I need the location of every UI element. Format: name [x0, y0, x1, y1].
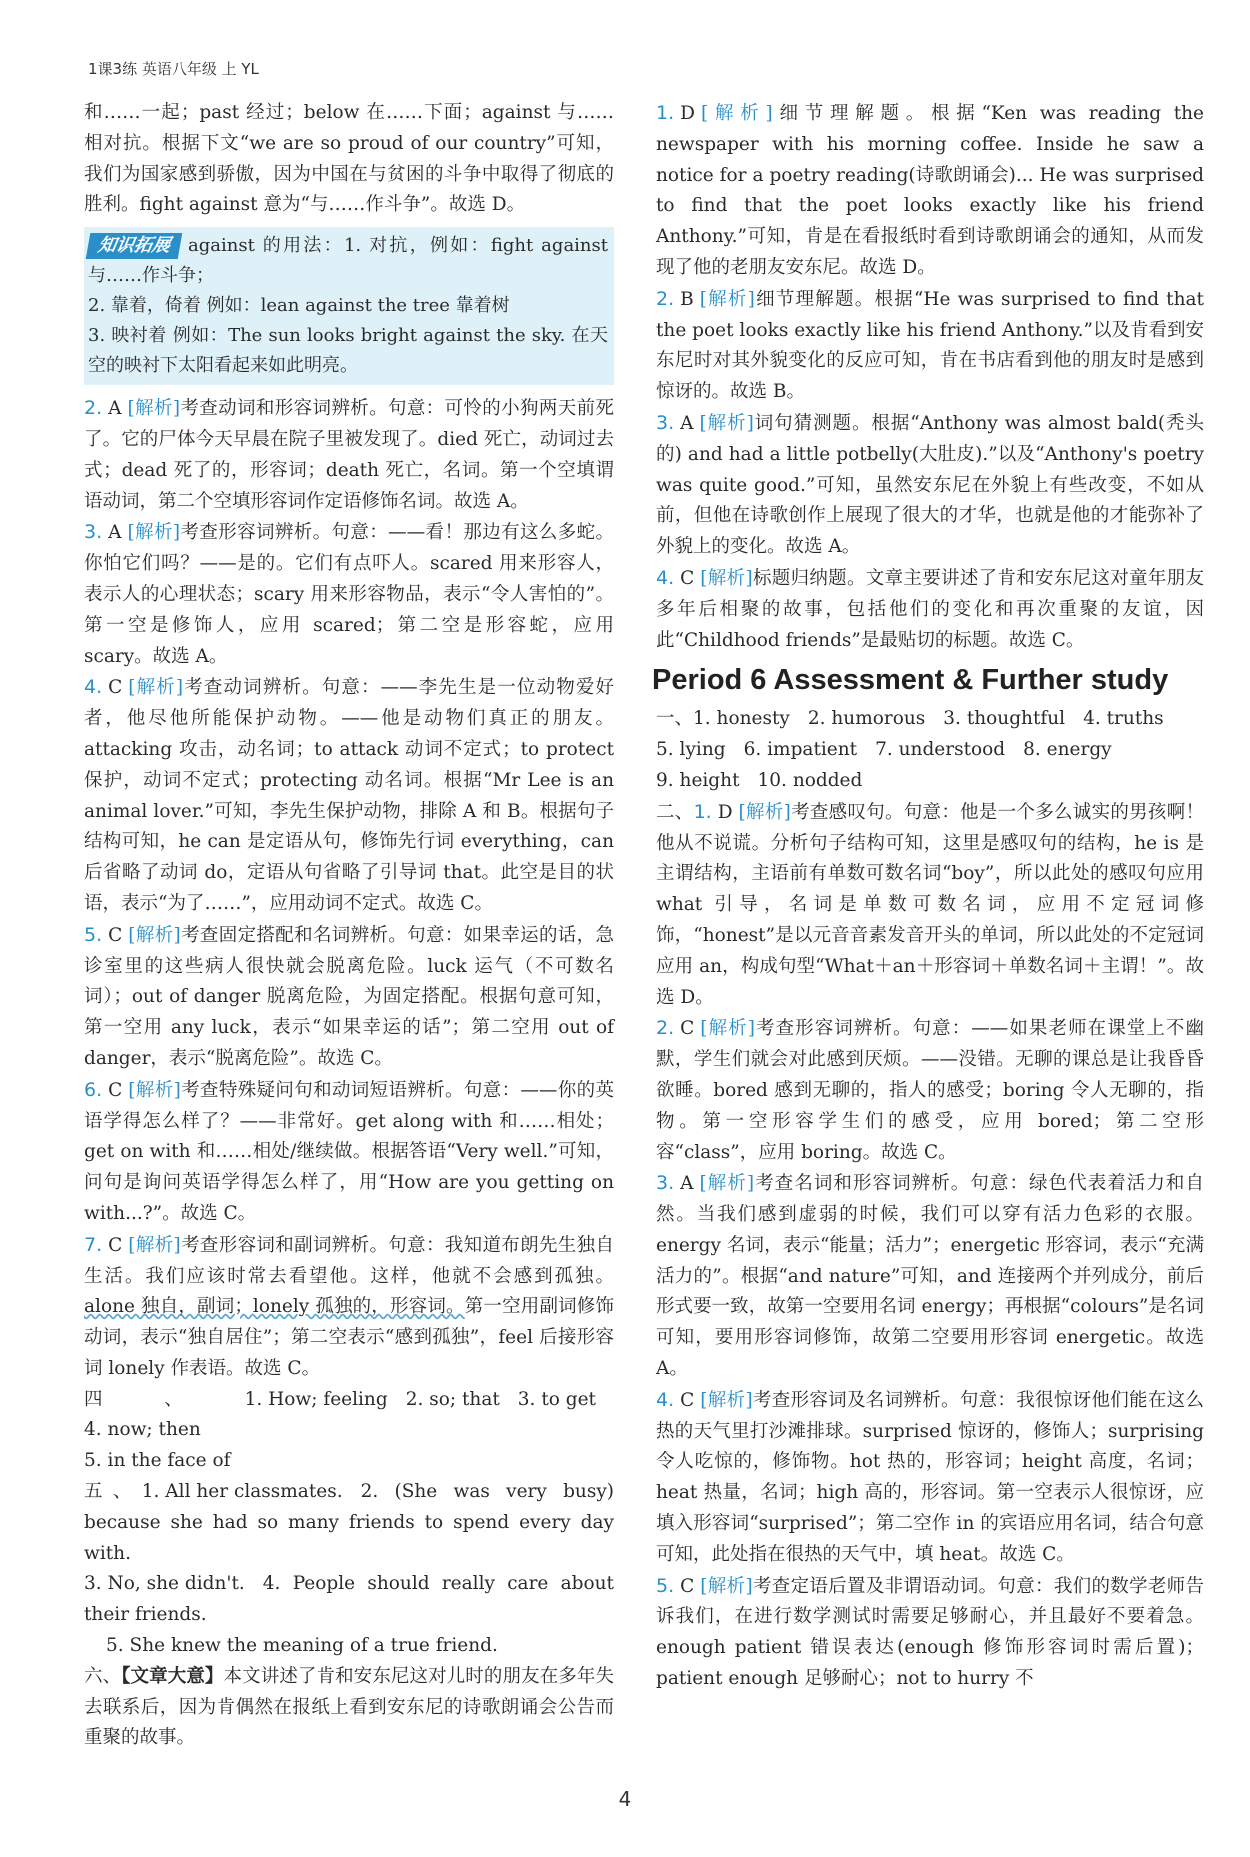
fill-answer: 4. truths: [1083, 708, 1164, 730]
right-column: [652, 98, 1204, 1695]
item-answer: B: [680, 288, 694, 310]
item-number: 2.: [656, 1017, 675, 1040]
period-title: Period 6 Assessment & Further study: [652, 664, 1169, 697]
answer-item: 3. A [解析]词句猜测题。根据“Anthony was almost bald(秃头的) and had a little potbelly(大肚皮).”以及“Anthony's poetry was quite good.”可知，虽然安东尼在外貌上有些改变，不如从前，但他在诗歌创作上展现了很大的才华，也就是他的才能弥补了外貌上的变化。故选 A。: [656, 411, 1204, 558]
intro-paragraph: 和……一起；past 经过；below 在……下面；against 与……相对抗。根据下文“we are so proud of our country”可知，我们为国家感到骄傲，因为中国在与贫困的斗争中取得了彻底的胜利。fight against 意为“与……作斗争”。故选 D。: [84, 102, 614, 216]
knowledge-box: [84, 227, 614, 385]
analysis-tag: 解析: [706, 1173, 747, 1195]
analysis-tag: 解析: [707, 1575, 746, 1597]
item-text: 词句猜测题。根据“Anthony was almost bald(秃头的) and had a little potbelly(大肚皮).”以及“Anthony's poetry was quite good.”可知，虽然安东尼在外貌上有些改变，不如从前，但他在诗歌创作上展现了很大的才华，也就是他的才能弥补了外貌上的变化。故选 A。: [656, 412, 1204, 558]
item-text: 考查形容词辨析。句意：——如果老师在课堂上不幽默，学生们就会对此感到厌烦。——没错。无聊的课总是让我昏昏欲睡。bored 感到无聊的，指人的感受；boring 令人无聊的，指物。第一空形容学生们的感受，应用 bored；第二空形容“class”，应用 boring。故选 C。: [656, 1018, 1204, 1163]
fill-answer: 2. so; that: [405, 1388, 500, 1410]
analysis-tag: 解析: [745, 801, 784, 823]
short-answer: 1. All her classmates.: [141, 1481, 343, 1503]
short-answer: 2. (She was very busy) because she had so many friends to spend every day with.: [84, 1481, 614, 1564]
analysis-tag: 解析: [707, 1389, 746, 1411]
answer-item: 4. C [解析]标题归纳题。文章主要讲述了肯和安东尼这对童年朋友多年后相聚的故事，包括他们的变化和再次重聚的友谊，因此“Childhood friends”是最贴切的标题。故选 C。: [656, 566, 1204, 651]
page-number: 4: [618, 1787, 632, 1811]
knowledge-line-2: 2. 靠着，倚着 例如：lean against the tree 靠着树: [88, 295, 510, 317]
item-answer: C: [680, 1575, 695, 1597]
item-number: 3.: [84, 521, 103, 544]
fill-answer: 1. honesty: [693, 708, 790, 730]
answer-item: 2. A [解析]考查动词和形容词辨析。句意：可怜的小狗两天前死了。它的尸体今天早晨在院子里被发现了。died 死亡，动词过去式；dead 死了的，形容词；death 死亡，名词。第一个空填谓语动词，第二个空填形容词作定语修饰名词。故选 A。: [84, 397, 614, 512]
item-text: 考查固定搭配和名词辨析。句意：如果幸运的话，急诊室里的这些病人很快就会脱离危险。luck 运气（不可数名词）；out of danger 脱离危险，为固定搭配。根据句意可知，第一空用 any luck，表示“如果幸运的话”；第二空用 out of danger，表示“脱离危险”。故选 C。: [84, 924, 614, 1069]
item-text: 考查动词和形容词辨析。句意：可怜的小狗两天前死了。它的尸体今天早晨在院子里被发现了。died 死亡，动词过去式；dead 死了的，形容词；death 死亡，名词。第一个空填谓语动词，第二个空填形容词作定语修饰名词。故选 A。: [84, 398, 614, 512]
fill-answer: 3. thoughtful: [943, 708, 1066, 730]
short-answer: 5. She knew the meaning of a true friend.: [106, 1635, 498, 1657]
item-text: 考查定语后置及非谓语动词。句意：我们的数学老师告诉我们，在进行数学测试时需要足够耐心，并且最好不要着急。enough patient 错误表达(enough 修饰形容词时需后置)；patient enough 足够耐心；not to hurry 不: [656, 1575, 1204, 1690]
section-label: 六、: [84, 1665, 122, 1687]
item-answer: A: [680, 1173, 694, 1195]
item-answer: C: [108, 1079, 123, 1101]
analysis-tag: 解析: [707, 567, 746, 589]
knowledge-line-3: 3. 映衬着 例如：The sun looks bright against the sky. 在天空的映衬下太阳看起来如此明亮。: [88, 325, 608, 377]
answer-item: 2. B [解析]细节理解题。根据“He was surprised to find that the poet looks exactly like his friend Anthony.”以及肯看到安东尼时对其外貌变化的反应可知，肯在书店看到他的朋友时是感到惊讶的。故选 B。: [656, 287, 1204, 403]
item-number: 4.: [84, 676, 103, 699]
fill-answer: 8. energy: [1023, 739, 1112, 761]
answer-item: 5. C [解析]考查固定搭配和名词辨析。句意：如果幸运的话，急诊室里的这些病人很快就会脱离危险。luck 运气（不可数名词）；out of danger 脱离危险，为固定搭配。根据句意可知，第一空用 any luck，表示“如果幸运的话”；第二空用 out of danger，表示“脱离危险”。故选 C。: [84, 923, 614, 1069]
section-five: [84, 1477, 614, 1662]
section-four: [84, 1385, 614, 1477]
item-number: 5.: [656, 1574, 675, 1597]
item-answer: C: [680, 567, 695, 589]
item-number: 4.: [656, 1388, 675, 1411]
short-answer: 4. People should really care about their friends.: [84, 1573, 614, 1626]
analysis-tag: 解析: [707, 1018, 748, 1040]
answer-item: 3. A [解析]考查名词和形容词辨析。句意：绿色代表着活力和自然。当我们感到虚弱的时候，我们可以穿有活力色彩的衣服。energy 名词，表示“能量；活力”；energetic 形容词，表示“充满活力的”。根据“and nature”可知，and 连接两个并列成分，前后形式要一致，故第一空要用名词 energy；再根据“colours”是名词可知，要用形容词修饰，故第二空要用形容词 energetic。故选 A。: [656, 1172, 1204, 1380]
item-text: 考查形容词和副词辨析。句意：我知道布朗先生独自生活。我们应该时常去看望他。这样，他就不会感到孤独。: [84, 1234, 614, 1287]
item-number: 2.: [656, 287, 675, 310]
fill-answer: 5. lying: [656, 739, 726, 761]
item-text: 考查形容词及名词辨析。句意：我很惊讶他们能在这么热的天气里打沙滩排球。surprised 惊讶的，修饰人；surprising 令人吃惊的，修饰物。hot 热的，形容词；height 高度，名词；heat 热量，名词；high 高的，形容词。第一空表示人很惊讶，应填入形容词“surprised”；第二空作 in 的宾语应用名词，结合句意可知，此处指在很热的天气中，填 heat。故选 C。: [656, 1389, 1204, 1565]
item-text-underlined: alone 独自，副词；lonely 孤独的，形容词。: [84, 1296, 465, 1318]
section-label: 二、: [656, 801, 694, 823]
answer-item: 4. C [解析]考查形容词及名词辨析。句意：我很惊讶他们能在这么热的天气里打沙滩排球。surprised 惊讶的，修饰人；surprising 令人吃惊的，修饰物。hot 热的，形容词；height 高度，名词；heat 热量，名词；high 高的，形容词。第一空表示人很惊讶，应填入形容词“surprised”；第二空作 in 的宾语应用名词，结合句意可知，此处指在很热的天气中，填 heat。故选 C。: [656, 1388, 1204, 1565]
fill-answer: 1. How; feeling: [244, 1388, 388, 1410]
fill-answer: 4. now; then: [84, 1419, 201, 1441]
fill-answer: 5. in the face of: [84, 1450, 231, 1472]
knowledge-line-1: against 的用法：1. 对抗，例如：fight against 与……作斗争；: [88, 235, 608, 287]
summary-tag: 【文章大意】: [121, 1665, 224, 1687]
analysis-tag: 解析: [134, 522, 173, 544]
item-number: 7.: [84, 1233, 103, 1256]
analysis-tag: 解析: [706, 412, 747, 434]
item-text: 考查形容词辨析。句意：——看！那边有这么多蛇。你怕它们吗？——是的。它们有点吓人。scared 用来形容人，表示人的心理状态；scary 用来形容物品，表示“令人害怕的”。第一空是修饰人，应用 scared；第二空是形容蛇，应用 scary。故选 A。: [84, 522, 614, 667]
item-number: 3.: [656, 1172, 675, 1195]
item-number: 5.: [84, 923, 103, 946]
analysis-tag: 解析: [706, 288, 748, 310]
item-answer: A: [680, 412, 694, 434]
item-text: 标题归纳题。文章主要讲述了肯和安东尼这对童年朋友多年后相聚的故事，包括他们的变化和再次重聚的友谊，因此“Childhood friends”是最贴切的标题。故选 C。: [656, 567, 1204, 651]
analysis-tag: 解析: [134, 398, 173, 420]
short-answer: 3. No, she didn't.: [84, 1573, 245, 1595]
item-text: 细节理解题。根据“Ken was reading the newspaper with his morning coffee. Inside he saw a notice for a poetry reading(诗歌朗诵会)... He was surprised to find that the poet looks exactly like his friend Anthony.”可知，肯是在看报纸时看到诗歌朗诵会的通知，从而发现了他的老朋友安东尼。故选 D。: [656, 103, 1204, 278]
left-column: [84, 98, 614, 1754]
item-answer: D: [680, 103, 695, 124]
item-answer: A: [108, 398, 122, 420]
item-text: 考查感叹句。句意：他是一个多么诚实的男孩啊！他从不说谎。分析句子结构可知，这里是感叹句的结构，he is 是主谓结构，主语前有单数可数名词“boy”，所以此处的感叹句应用 what 引导，名词是单数可数名词，应用不定冠词修饰，“honest”是以元音音素发音开头的单词，所以此处的不定冠词应用 an，构成句型“What＋an＋形容词＋单数名词＋主谓！”。故选 D。: [656, 801, 1204, 1008]
answer-item: 1. D [解析]细节理解题。根据“Ken was reading the newspaper with his morning coffee. Inside he saw a notice for a poetry reading(诗歌朗诵会)... He was surprised to find that the poet looks exactly like his friend Anthony.”可知，肯是在看报纸时看到诗歌朗诵会的通知，从而发现了他的老朋友安东尼。故选 D。: [656, 102, 1204, 278]
item-answer: C: [680, 1018, 695, 1040]
analysis-tag: 解析: [135, 677, 176, 699]
fill-answer: 3. to get: [517, 1388, 596, 1410]
item-number: 1.: [656, 102, 675, 124]
page-header: 1课3练 英语八年级 上 YL: [88, 60, 259, 78]
item-number: 6.: [84, 1078, 103, 1101]
item-answer: C: [108, 1234, 123, 1256]
answer-item: 3. A [解析]考查形容词辨析。句意：——看！那边有这么多蛇。你怕它们吗？——是的。它们有点吓人。scared 用来形容人，表示人的心理状态；scary 用来形容物品，表示“令人害怕的”。第一空是修饰人，应用 scared；第二空是形容蛇，应用 scary。故选 A。: [84, 521, 614, 667]
fill-answer: 2. humorous: [807, 708, 926, 730]
item-number: 4.: [656, 566, 675, 589]
item-text: 第一空用副词修饰动词，表示“独自居住”；第二空表示“感到孤独”，feel 后接形容词 lonely 作表语。故选 C。: [84, 1296, 614, 1379]
fill-answer: 10. nodded: [757, 769, 863, 791]
analysis-tag: 解析: [135, 1079, 174, 1101]
section-one: [656, 704, 1204, 796]
item-text: 细节理解题。根据“He was surprised to find that the poet looks exactly like his friend Anthony.”以及肯看到安东尼时对其外貌变化的反应可知，肯在书店看到他的朋友时是感到惊讶的。故选 B。: [656, 288, 1204, 403]
answer-item: 二、1. D [解析]考查感叹句。句意：他是一个多么诚实的男孩啊！他从不说谎。分析句子结构可知，这里是感叹句的结构，he is 是主谓结构，主语前有单数可数名词“boy”，所以此处的感叹句应用 what 引导，名词是单数可数名词，应用不定冠词修饰，“honest”是以元音音素发音开头的单词，所以此处的不定冠词应用 an，构成句型“What＋an＋形容词＋单数名词＋主谓！”。故选 D。: [656, 800, 1204, 1008]
answer-item: 4. C [解析]考查动词辨析。句意：——李先生是一位动物爱好者，他尽他所能保护动物。——他是动物们真正的朋友。attacking 攻击，动名词；to attack 动词不定式；to protect 保护，动词不定式；protecting 动名词。根据“Mr Lee is an animal lover.”可知，李先生保护动物，排除 A 和 B。根据句子结构可知，he can 是定语从句，修饰先行词 everything，can 后省略了动词 do，定语从句省略了引导词 that。此空是目的状语，表示“为了……”，应用动词不定式。故选 C。: [84, 676, 614, 914]
item-text: 考查名词和形容词辨析。句意：绿色代表着活力和自然。当我们感到虚弱的时候，我们可以穿有活力色彩的衣服。energy 名词，表示“能量；活力”；energetic 形容词，表示“充满活力的”。根据“and nature”可知，and 连接两个并列成分，前后形式要一致，故第一空要用名词 energy；再根据“colours”是名词可知，要用形容词修饰，故第二空要用形容词 energetic。故选 A。: [656, 1173, 1204, 1380]
item-answer: C: [680, 1389, 695, 1411]
item-answer: D: [717, 801, 733, 823]
section-label: 五、: [84, 1481, 142, 1503]
fill-answer: 6. impatient: [743, 739, 858, 761]
item-number: 3.: [656, 411, 675, 434]
answer-item: 5. C [解析]考查定语后置及非谓语动词。句意：我们的数学老师告诉我们，在进行数学测试时需要足够耐心，并且最好不要着急。enough patient 错误表达(enough 修饰形容词时需后置)；patient enough 足够耐心；not to hurry 不: [656, 1574, 1204, 1690]
analysis-tag: 解析: [135, 1234, 174, 1256]
analysis-tag: 解析: [708, 103, 766, 124]
analysis-tag: 解析: [135, 924, 174, 946]
item-number: 2.: [84, 397, 103, 420]
section-six: [84, 1662, 614, 1754]
item-answer: A: [108, 522, 122, 544]
answer-item: 6. C [解析]考查特殊疑问句和动词短语辨析。句意：——你的英语学得怎么样了？——非常好。get along with 和……相处；get on with 和……相处/继续做。根据答语“Very well.”可知，问句是询问英语学得怎么样了，用“How are you getting on with...?”。故选 C。: [84, 1078, 614, 1224]
fill-answer: 9. height: [656, 769, 740, 791]
item-text: 考查动词辨析。句意：——李先生是一位动物爱好者，他尽他所能保护动物。——他是动物们真正的朋友。attacking 攻击，动名词；to attack 动词不定式；to protect 保护，动词不定式；protecting 动名词。根据“Mr Lee is an animal lover.”可知，李先生保护动物，排除 A 和 B。根据句子结构可知，he can 是定语从句，修饰先行词 everything，can 后省略了动词 do，定语从句省略了引导词 that。此空是目的状语，表示“为了……”，应用动词不定式。故选 C。: [84, 677, 614, 914]
section-label: 一、: [656, 708, 694, 730]
fill-answer: 7. understood: [875, 739, 1006, 761]
item-text: 考查特殊疑问句和动词短语辨析。句意：——你的英语学得怎么样了？——非常好。get along with 和……相处；get on with 和……相处/继续做。根据答语“Very well.”可知，问句是询问英语学得怎么样了，用“How are you getting on with...?”。故选 C。: [84, 1079, 614, 1224]
knowledge-box-label: 知识拓展: [86, 233, 183, 259]
answer-item: 7. C [解析]考查形容词和副词辨析。句意：我知道布朗先生独自生活。我们应该时常去看望他。这样，他就不会感到孤独。alone 独自，副词；lonely 孤独的，形容词。第一空用副词修饰动词，表示“独自居住”；第二空表示“感到孤独”，feel 后接形容词 lonely 作表语。故选 C。: [84, 1233, 614, 1379]
section-label: 四、: [84, 1388, 245, 1410]
item-number: 1.: [693, 800, 712, 823]
item-answer: C: [108, 924, 123, 946]
item-answer: C: [108, 677, 123, 699]
summary-text: 本文讲述了肯和安东尼这对儿时的朋友在多年失去联系后，因为肯偶然在报纸上看到安东尼的诗歌朗诵会公告而重聚的故事。: [84, 1665, 614, 1749]
answer-item: 2. C [解析]考查形容词辨析。句意：——如果老师在课堂上不幽默，学生们就会对此感到厌烦。——没错。无聊的课总是让我昏昏欲睡。bored 感到无聊的，指人的感受；boring 令人无聊的，指物。第一空形容学生们的感受，应用 bored；第二空形容“class”，应用 boring。故选 C。: [656, 1017, 1204, 1163]
